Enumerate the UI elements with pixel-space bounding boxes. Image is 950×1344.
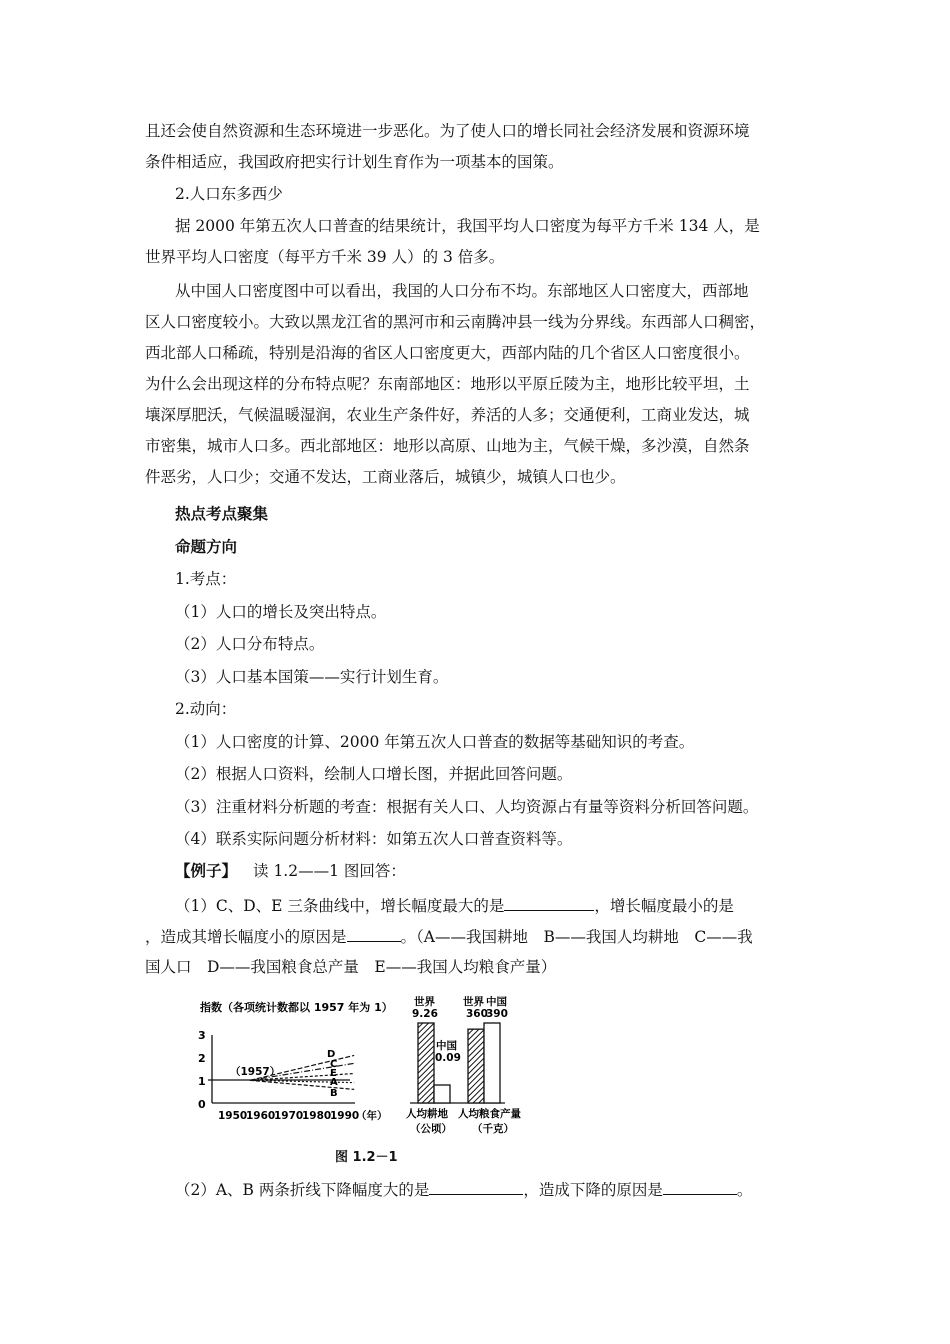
bar-value-china-1: 0.09 [435,1052,461,1064]
question-1-line-3: 国人口 D——我国粮食总产量 E——我国人均粮食产量） [145,958,557,976]
list-item: （1）人口的增长及突出特点。 [175,603,387,621]
question-text: （2）A、B 两条折线下降幅度大的是 [175,1181,430,1199]
question-text: 。 [736,1181,753,1199]
answer-blank[interactable] [347,925,401,942]
question-text: （1）C、D、E 三条曲线中，增长幅度最大的是 [175,897,505,915]
direction-heading: 命题方向 [175,538,238,556]
bar-china-2 [484,1023,500,1103]
question-text: 。（A——我国耕地 B——我国人均耕地 C——我 [400,928,753,946]
question-1-line-1 [175,894,734,917]
list-item: （2）人口分布特点。 [175,635,325,653]
figure-caption: 图 1.2－1 [335,1150,398,1165]
paragraph-line: 市密集，城市人口多。西北部地区：地形以高原、山地为主，气候干燥，多沙漠，自然条 [145,437,750,455]
series-label-a: A [330,1077,338,1088]
series-label-b: B [330,1088,338,1099]
answer-blank[interactable] [429,1178,523,1195]
list-item: 2.动向： [175,700,237,718]
y-tick-label: 3 [198,1029,206,1042]
x-tick-label: 1960 [246,1110,276,1122]
paragraph-line: 据 2000 年第五次人口普查的结果统计，我国平均人口密度为每平方千米 134 人，是 [175,217,760,235]
bar-unit-1: （公顷） [410,1123,452,1135]
paragraph-line: 件恶劣，人口少；交通不发达，工商业落后，城镇少，城镇人口也少。 [145,468,626,486]
list-item: （2）根据人口资料，绘制人口增长图，并据此回答问题。 [175,765,573,783]
example-tag: 【例子】 [175,862,238,880]
x-tick-label: 1970 [274,1110,304,1122]
x-unit-label: （年） [356,1110,388,1122]
hot-topics-heading: 热点考点聚集 [175,505,269,523]
paragraph-line: 世界平均人口密度（每平方千米 39 人）的 3 倍多。 [145,248,505,266]
paragraph-line: 区人口密度较小。大致以黑龙江省的黑河市和云南腾冲县一线为分界线。东西部人口稠密， [145,313,766,331]
list-item: （3）人口基本国策——实行计划生育。 [175,668,449,686]
paragraph-line: 为什么会出现这样的分布特点呢？东南部地区：地形以平原丘陵为主，地形比较平坦，土 [145,375,750,393]
bar-value-world-1: 9.26 [412,1008,438,1020]
bar-china-1 [434,1085,450,1103]
bar-category-1: 人均耕地 [406,1108,448,1120]
example-line [175,860,406,882]
question-text: ，造成下降的原因是 [523,1181,663,1199]
paragraph-line: 条件相适应，我国政府把实行计划生育作为一项基本的国策。 [145,153,564,171]
question-1-line-2 [145,925,753,948]
line-chart-title: 指数（各项统计数都以 1957 年为 1） [200,1001,393,1014]
example-intro: 读 1.2——1 图回答： [253,862,406,880]
bar-label-china-2: 中国 [486,996,507,1008]
bar-world-1 [418,1023,434,1103]
y-tick-label: 2 [198,1052,206,1065]
paragraph-line: 且还会使自然资源和生态环境进一步恶化。为了使人口的增长同社会经济发展和资源环境 [145,122,750,140]
bar-unit-2: （千克） [472,1123,514,1135]
paragraph-line: 从中国人口密度图中可以看出，我国的人口分布不均。东部地区人口密度大，西部地 [175,282,749,300]
list-item: （3）注重材料分析题的考查：根据有关人口、人均资源占有量等资料分析回答问题。 [175,798,759,816]
question-2-line [175,1178,752,1201]
list-item: 1.考点： [175,570,237,588]
question-text: ，增长幅度最小的是 [594,897,734,915]
question-text: ，造成其增长幅度小的原因是 [145,928,347,946]
x-tick-label: 1990 [330,1110,360,1122]
x-tick-label: 1980 [302,1110,332,1122]
section-heading: 2.人口东多西少 [175,185,283,203]
series-label-d: D [327,1049,336,1060]
y-tick-label: 1 [198,1075,206,1088]
bar-category-2: 人均粮食产量 [458,1108,521,1120]
answer-blank[interactable] [663,1178,737,1195]
figure-1-2-1 [190,995,560,1145]
series-label-e: E [330,1068,337,1079]
bar-label-world-1: 世界 [414,996,435,1008]
paragraph-line: 西北部人口稀疏，特别是沿海的省区人口密度更大，西部内陆的几个省区人口密度很小。 [145,344,750,362]
bar-value-world-2: 360 [466,1008,488,1020]
answer-blank[interactable] [504,894,594,911]
bar-label-china-1: 中国 [436,1040,457,1052]
paragraph-line: 壤深厚肥沃，气候温暖湿润，农业生产条件好，养活的人多；交通便利，工商业发达，城 [145,406,750,424]
base-year-label: （1957） [230,1066,281,1078]
list-item: （1）人口密度的计算、2000 年第五次人口普查的数据等基础知识的考查。 [175,733,695,751]
y-tick-label: 0 [198,1098,206,1111]
bar-label-world-2: 世界 [463,996,484,1008]
bar-value-china-2: 390 [486,1008,508,1020]
x-tick-label: 1950 [218,1110,248,1122]
list-item: （4）联系实际问题分析材料：如第五次人口普查资料等。 [175,830,573,848]
series-label-c: C [330,1059,338,1070]
bar-world-2 [468,1029,484,1103]
